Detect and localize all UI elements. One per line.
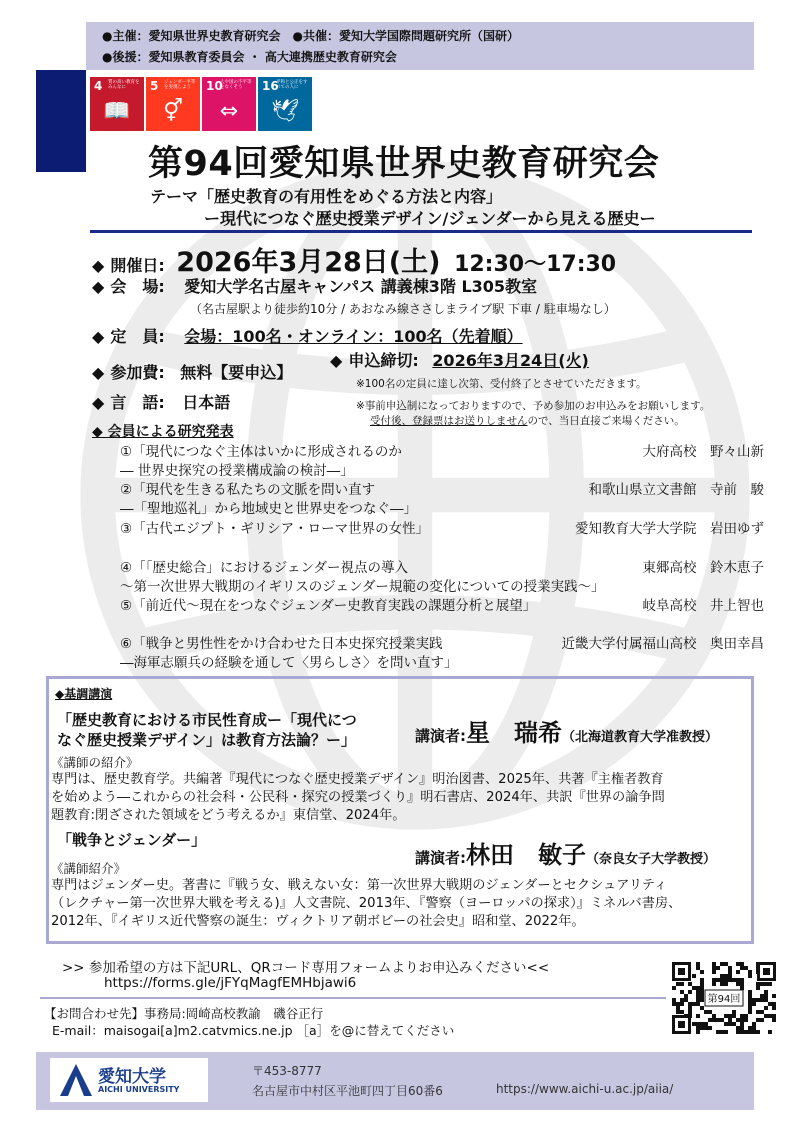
event-date: 2026年3月28日(土) [176, 247, 441, 278]
capacity-value: 会場：100名・オンライン：100名（先着順） [184, 327, 523, 346]
apply-url[interactable]: https://forms.gle/jFYqMagfEMHbjawi6 [104, 975, 357, 991]
header-band [86, 22, 754, 70]
presentation-3-speaker: 愛知教育大学大学院 岩田ゆず [575, 521, 764, 537]
capacity-row: ◆ 定 員: 会場：100名・オンライン：100名（先着順） [92, 327, 523, 346]
language-row: ◆ 言 語: 日本語 [92, 393, 231, 412]
sdg-number: 16 [262, 79, 279, 93]
venue-value: 愛知大学名古屋キャンパス 講義棟3階 L305教室 [184, 277, 538, 296]
keynote-box [46, 676, 754, 944]
sdg-glyph: ⇔ [219, 99, 239, 124]
apply-instructions: >> 参加希望の方は下記URL、QRコード専用フォームよりお申込みください<< [62, 960, 550, 976]
footer-address: 名古屋市中村区平池町四丁目60番6 [252, 1084, 443, 1098]
date-row: ◆ 開催日: 2026年3月28日(土) 12:30～17:30 [92, 247, 617, 278]
keynote-2-speaker [415, 835, 716, 870]
organizer-line: ●主催：愛知県世界史教育研究会 ●共催：愛知大学国際問題研究所（国研） [102, 29, 519, 43]
divider [90, 230, 752, 233]
presentation-1-title: ①「現代につなぐ主体はいかに形成されるのか [120, 444, 402, 460]
footer-postal: 〒453-8777 [252, 1064, 322, 1078]
contact-email: E-mail：maisogai[a]m2.catvmics.ne.jp ［a］を@に替えてください [52, 1023, 455, 1038]
theme-line-1: テーマ「歴史教育の有用性をめぐる方法と内容」 [150, 187, 503, 206]
aichi-university-logo [50, 1058, 208, 1102]
sdg-text: 質の高い教育をみんなに [108, 80, 140, 90]
language-label: 言 語: [110, 393, 165, 412]
sdg-text: 平和と公正をすべての人に [276, 80, 308, 90]
keynote-2-affiliation: （奈良女子大学教授） [586, 852, 717, 867]
sdg-glyph: 📖 [103, 99, 131, 124]
keynote-1-name: 星 瑞希 [466, 719, 562, 747]
fee-row: ◆ 参加費: 無料【要申込】 [92, 363, 293, 382]
note-capacity: ※100名の定員に達し次第、受付終了とさせていただきます。 [356, 378, 647, 390]
fee-label: 参加費: [110, 363, 165, 382]
venue-row: ◆ 会 場: 愛知大学名古屋キャンパス 講義棟3階 L305教室 [92, 277, 538, 296]
presentation-2-subtitle: ―「聖地巡礼」から地域史と世界史をつなぐ―」 [120, 501, 417, 517]
apply-divider [40, 997, 666, 999]
fee-value: 無料【要申込】 [180, 363, 293, 382]
presentations-heading: ◆ 会員による研究発表 [92, 424, 234, 440]
deadline-value: 2026年3月24日(火) [432, 351, 589, 370]
presentation-5-title: ⑤「前近代～現在をつなぐジェンダー史教育実践の課題分析と展望」 [120, 598, 537, 614]
qr-label: 第94回 [707, 994, 741, 1005]
qr-code[interactable] [672, 962, 776, 1034]
keynote-1-title-line-1: 「歴史教育における市民性育成ー「現代につ [57, 711, 357, 729]
venue-note: （名古屋駅より徒歩約10分 / あおなみ線ささしまライブ駅 下車 / 駐車場なし） [190, 302, 616, 316]
venue-label: 会 場: [110, 277, 165, 296]
sdg-number: 10 [206, 79, 223, 93]
presentation-3-title: ③「古代エジプト・ギリシア・ローマ世界の女性」 [120, 521, 430, 537]
presentation-1-speaker: 大府高校 野々山新 [642, 444, 764, 460]
sdg-text: ジェンダー平等を実現しよう [164, 80, 196, 90]
presentation-4-speaker: 東郷高校 鈴木恵子 [642, 560, 764, 576]
keynote-1-intro-heading: 《講師の紹介》 [51, 755, 139, 770]
keynote-2-intro-heading: 《講師紹介》 [51, 861, 127, 876]
keynote-2-role: 講演者: [415, 849, 466, 867]
qr-code-image [672, 962, 776, 1034]
contact-line-1: 【お問合わせ先】事務局:岡崎高校教諭 磯谷正行 [44, 1006, 324, 1021]
contact-info [44, 1005, 454, 1039]
sdg-5-icon [146, 77, 200, 131]
sdg-text: 人や国の不平等をなくそう [220, 80, 252, 90]
footer-url[interactable]: https://www.aichi-u.ac.jp/aiia/ [496, 1082, 674, 1096]
university-emblem-icon [58, 1062, 94, 1098]
logo-text-jp: 愛知大学 [98, 1067, 166, 1087]
capacity-label: 定 員: [110, 327, 165, 346]
keynote-1-role: 講演者: [415, 727, 466, 745]
presentation-5-speaker: 岐阜高校 井上智也 [642, 598, 764, 614]
presentation-4-title: ④「「歴史総合」におけるジェンダー視点の導入 [120, 560, 409, 576]
keynote-2-title: 「戦争とジェンダー」 [57, 831, 207, 849]
presentation-1-subtitle: ― 世界史探究の授業構成論の検討―」 [120, 463, 354, 479]
keynote-1-intro-line-3: 題教育:閉ざされた領域をどう考えるか』東信堂、2024年。 [51, 808, 406, 823]
presentation-6-speaker: 近畿大学付属福山高校 奥田幸昌 [561, 636, 764, 652]
date-label: 開催日: [110, 256, 165, 275]
presentation-6-subtitle: ―海軍志願兵の経験を通して〈男らしさ〉を問い直す」 [120, 655, 458, 671]
keynote-2-intro-line-3: 2012年、『イギリス近代警察の誕生：ヴィクトリア朝ボビーの社会史』昭和堂、2022年。 [51, 914, 585, 929]
keynote-1-intro-line-2: を始めよう―これからの社会科・公民科・探究の授業づくり』明石書店、2024年、共訳『世界の論争問 [51, 790, 665, 805]
event-time: 12:30～17:30 [454, 252, 617, 277]
presentation-2-speaker: 和歌山県立文書館 寺前 駿 [588, 482, 764, 498]
keynote-heading: ◆基調講演 [55, 687, 113, 701]
navy-accent-bar [36, 70, 86, 172]
note-registration: ※事前申込制になっておりますので、予め参加のお申込みをお願いします。 [356, 400, 711, 412]
keynote-2-name: 林田 敏子 [466, 841, 586, 869]
sdg-10-icon [202, 77, 256, 131]
sponsor-line: ●後援：愛知県教育委員会 ・ 高大連携歴史教育研究会 [102, 50, 397, 64]
deadline-row: ◆ 申込締切: 2026年3月24日(火) [330, 351, 589, 370]
keynote-1-speaker [415, 713, 718, 748]
sdg-glyph: 🕊 [271, 99, 299, 124]
sdg-16-icon [258, 77, 312, 131]
keynote-1-affiliation: （北海道教育大学准教授） [562, 730, 719, 745]
sdg-number: 4 [94, 79, 103, 93]
keynote-2-intro-line-1: 専門はジェンダー史。著書に『戦う女、戦えない女：第一次世界大戦期のジェンダーとセクシュアリティ [51, 878, 668, 893]
logo-text-en: AICHI UNIVERSITY [98, 1085, 180, 1094]
keynote-2-intro-line-2: （レクチャー第一次世界大戦を考える)』人文書院、2013年、『警察（ヨーロッパの探求）』ミネルバ書房、 [51, 896, 682, 911]
sdg-number: 5 [150, 79, 159, 93]
language-value: 日本語 [182, 393, 231, 412]
theme-line-2: ー現代につなぐ歴史授業デザイン/ジェンダーから見える歴史ー [204, 209, 656, 228]
note-entry: 受付後、登録票はお送りしませんので、当日直接ご来場ください。 [370, 415, 685, 427]
page-title: 第94回愛知県世界史教育研究会 [148, 144, 660, 184]
sdg-glyph: ⚥ [163, 99, 183, 124]
deadline-label: 申込締切: [348, 351, 419, 370]
keynote-1-title-line-2: なぐ歴史授業デザイン」は教育方法論？ー」 [57, 731, 356, 749]
presentation-2-title: ②「現代を生きる私たちの文脈を問い直す [120, 482, 376, 498]
keynote-1-intro-line-1: 専門は、歴史教育学。共編著『現代につなぐ歴史授業デザイン』明治図書、2025年、共著『主権者教育 [51, 772, 664, 787]
presentation-4-subtitle: ～第一次世界大戦期のイギリスのジェンダー規範の変化についての授業実践～」 [120, 579, 605, 595]
sdg-4-icon [90, 77, 144, 131]
presentation-6-title: ⑥「戦争と男性性をかけ合わせた日本史探究授業実践 [120, 636, 443, 652]
